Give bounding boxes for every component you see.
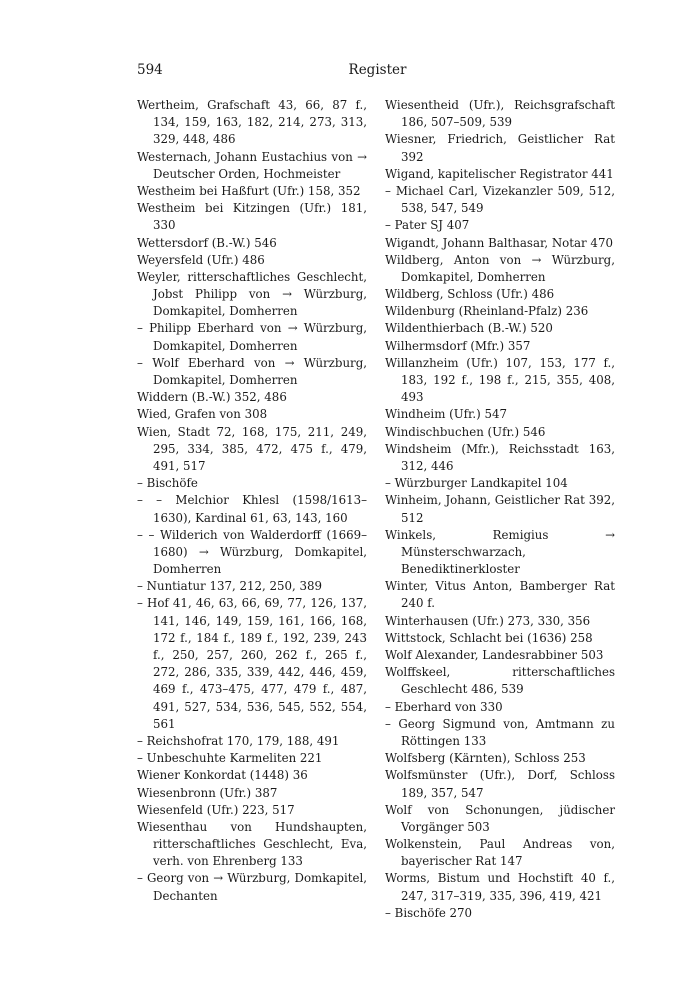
index-entry: – Eberhard von 330 <box>385 699 503 714</box>
index-entry: Weyersfeld (Ufr.) 486 <box>137 252 265 267</box>
index-entry: – – Wilderich von Walderdorff (1669–1680) → Würzburg, Domkapitel, Domherren <box>137 527 367 577</box>
index-entry: – Hof 41, 46, 63, 66, 69, 77, 126, 137, 141, 146, 149, 159, 161, 166, 168, 172 f., 184 f., 189 f., 192, 239, 243 f., 250, 257, 260, 262 f., 265 f., 272, 286, 335, 339, 442, 446, 459, 469 f., 473–475, 477, 479 f., 487, 491, 527, 534, 536, 545, 552, 554, 561 <box>137 596 367 731</box>
index-entry: Wiesenbronn (Ufr.) 387 <box>137 785 278 800</box>
index-entry: Wittstock, Schlacht bei (1636) 258 <box>385 630 593 645</box>
index-column-left <box>137 97 367 905</box>
index-entry: Westheim bei Kitzingen (Ufr.) 181, 330 <box>137 201 367 233</box>
index-entry: – Georg von → Würzburg, Domkapitel, Dechanten <box>137 871 367 903</box>
index-entry: Worms, Bistum und Hochstift 40 f., 247, 317–319, 335, 396, 419, 421 <box>385 871 615 903</box>
index-entry: Wolfsmünster (Ufr.), Dorf, Schloss 189, 357, 547 <box>385 768 615 800</box>
index-entry: Winter, Vitus Anton, Bamberger Rat 240 f. <box>385 579 615 611</box>
index-entry: – Michael Carl, Vizekanzler 509, 512, 538, 547, 549 <box>385 183 615 216</box>
index-entry: Wiener Konkordat (1448) 36 <box>137 768 308 783</box>
index-entry: – Würzburger Landkapitel 104 <box>385 476 568 491</box>
index-entry: Wiesenthau von Hundshaupten, ritterschaftliches Geschlecht, Eva, verh. von Ehrenberg 133 <box>137 819 367 869</box>
index-entry: Wolfsberg (Kärnten), Schloss 253 <box>385 751 586 766</box>
index-entry: – Pater SJ 407 <box>385 218 470 233</box>
index-entry: Wildenburg (Rheinland-Pfalz) 236 <box>385 304 589 319</box>
index-entry: Wied, Grafen von 308 <box>137 407 268 422</box>
index-entry: Wolf Alexander, Landesrabbiner 503 <box>385 648 604 662</box>
index-entry: Windheim (Ufr.) 547 <box>385 407 508 422</box>
index-entry: Willanzheim (Ufr.) 107, 153, 177 f., 183, 192 f., 198 f., 215, 355, 408, 493 <box>385 355 615 405</box>
index-entry: – Bischöfe <box>137 476 198 491</box>
index-entry: – Georg Sigmund von, Amtmann zu Röttingen 133 <box>385 716 615 748</box>
index-entry: Wigandt, Johann Balthasar, Notar 470 <box>385 235 613 250</box>
index-entry: Widdern (B.-W.) 352, 486 <box>137 390 287 405</box>
index-entry: Wien, Stadt 72, 168, 175, 211, 249, 295, 334, 385, 472, 475 f., 479, 491, 517 <box>137 424 367 473</box>
index-entry: Winterhausen (Ufr.) 273, 330, 356 <box>385 613 591 628</box>
index-entry: – Nuntiatur 137, 212, 250, 389 <box>137 579 323 594</box>
index-entry: Wiesner, Friedrich, Geistlicher Rat 392 <box>385 132 615 164</box>
index-entry: – Philipp Eberhard von → Würzburg, Domkapitel, Domherren <box>137 321 367 353</box>
running-head: Register <box>348 62 407 78</box>
index-entry: – Bischöfe 270 <box>385 905 473 920</box>
index-entry: Wiesenfeld (Ufr.) 223, 517 <box>137 802 295 817</box>
index-column-right <box>385 97 615 922</box>
index-entry: Wiesentheid (Ufr.), Reichsgrafschaft 186, 507–509, 539 <box>385 98 615 130</box>
index-entry: Windischbuchen (Ufr.) 546 <box>385 424 546 439</box>
index-entry: – – Melchior Khlesl (1598/1613–1630), Kardinal 61, 63, 143, 160 <box>137 493 367 525</box>
index-entry: Windsheim (Mfr.), Reichsstadt 163, 312, 446 <box>385 441 615 473</box>
index-entry: Wettersdorf (B.-W.) 546 <box>137 235 277 250</box>
index-entry: – Reichshofrat 170, 179, 188, 491 <box>137 733 340 748</box>
index-entry: – Unbeschuhte Karmeliten 221 <box>137 751 323 766</box>
index-entry: Wolffskeel, ritterschaftliches Geschlecht 486, 539 <box>385 665 615 697</box>
index-entry: Wildenthierbach (B.-W.) 520 <box>385 321 553 336</box>
index-entry: Westheim bei Haßfurt (Ufr.) 158, 352 <box>137 183 361 198</box>
index-entry: Winheim, Johann, Geistlicher Rat 392, 512 <box>385 493 615 525</box>
index-entry: Wilhermsdorf (Mfr.) 357 <box>385 338 531 353</box>
index-entry: Wolkenstein, Paul Andreas von, bayerischer Rat 147 <box>385 837 615 869</box>
index-entry: Wildberg, Schloss (Ufr.) 486 <box>385 287 555 302</box>
index-entry: Wigand, kapitelischer Registrator 441 <box>385 166 614 181</box>
index-entry: Weyler, ritterschaftliches Geschlecht, Jobst Philipp von → Würzburg, Domkapitel, Domherren <box>137 269 367 319</box>
index-entry: Wolf von Schonungen, jüdischer Vorgänger 503 <box>385 802 615 834</box>
index-entry: Winkels, Remigius → Münsterschwarzach, Benediktinerkloster <box>385 527 615 577</box>
index-entry: Wildberg, Anton von → Würzburg, Domkapitel, Domherren <box>385 252 615 284</box>
page-number: 594 <box>137 62 163 78</box>
index-entry: Wertheim, Grafschaft 43, 66, 87 f., 134, 159, 163, 182, 214, 273, 313, 329, 448, 486 <box>137 98 367 147</box>
index-entry: Westernach, Johann Eustachius von → Deutscher Orden, Hochmeister <box>137 149 367 181</box>
index-entry: – Wolf Eberhard von → Würzburg, Domkapitel, Domherren <box>137 355 367 387</box>
